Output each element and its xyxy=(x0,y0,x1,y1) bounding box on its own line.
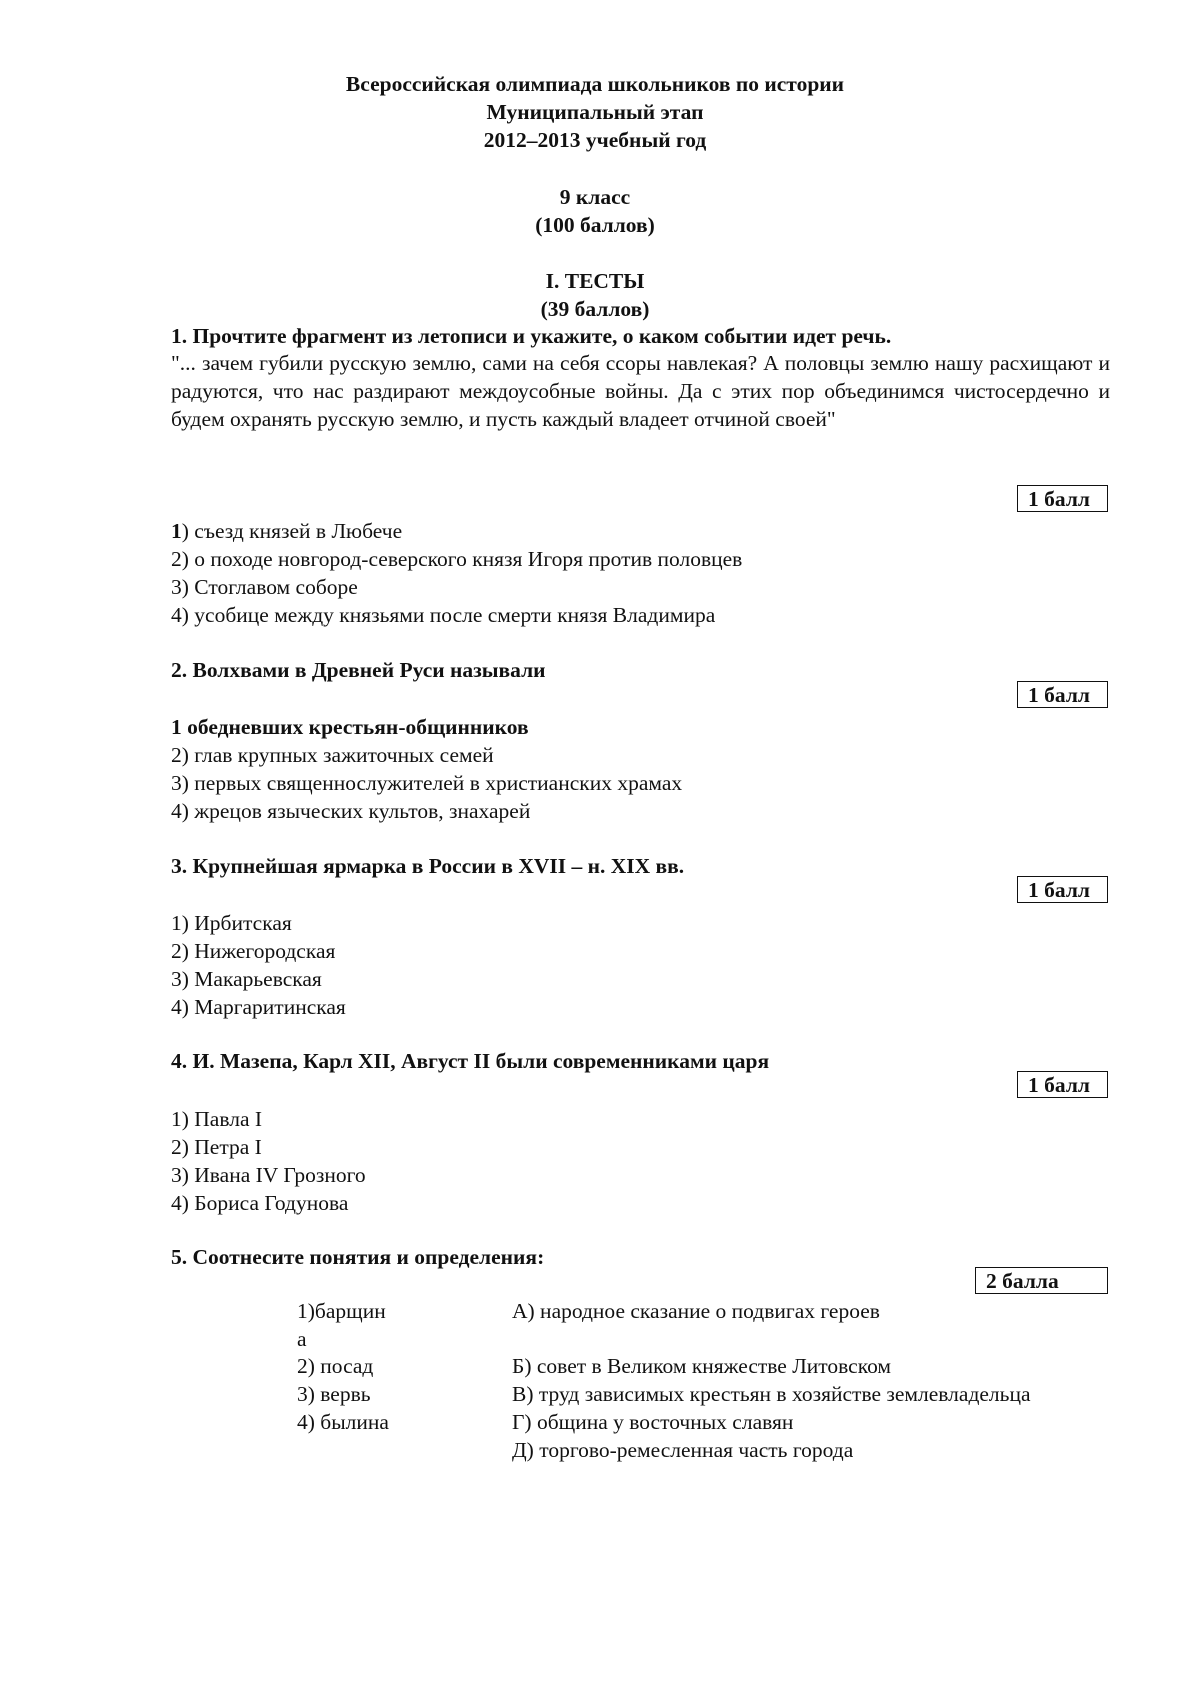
section-title: I. ТЕСТЫ xyxy=(545,269,645,293)
question-2-option-4: 4) жрецов языческих культов, знахарей xyxy=(171,799,531,823)
question-3-option-3: 3) Макарьевская xyxy=(171,967,322,991)
definitions-column xyxy=(512,1298,1031,1464)
term-item: а xyxy=(297,1326,307,1351)
term-item: 1)барщин xyxy=(297,1299,386,1323)
definition-item: Б) совет в Великом княжестве Литовском xyxy=(512,1354,892,1379)
question-3-score-box: 1 балл xyxy=(1017,876,1108,903)
question-1-quote: "... зачем губили русскую землю, сами на себя ссоры навлекая? А половцы землю нашу расхищают и радуются, что нас раздирают междоусобные войны. Да с этих пор объединимся чистосердечно и будем охранять русскую землю, и пусть каждый владеет отчиной своей" xyxy=(171,351,1110,431)
definition-item: Д) торгово-ремесленная часть города xyxy=(512,1437,854,1462)
total-points: (100 баллов) xyxy=(535,213,655,237)
academic-year: 2012–2013 учебный год xyxy=(483,128,707,152)
question-3-option-4: 4) Маргаритинская xyxy=(171,995,346,1019)
question-3-title: 3. Крупнейшая ярмарка в России в XVII – н. XIX вв. xyxy=(171,854,685,878)
term-item: 4) былина xyxy=(297,1409,389,1434)
question-4-title: 4. И. Мазепа, Карл XII, Август II были современниками царя xyxy=(171,1049,770,1073)
question-3-option-1: 1) Ирбитская xyxy=(171,911,292,935)
question-1-option-2: 2) о походе новгород-северского князя Игоря против половцев xyxy=(171,547,743,571)
stage-title: Муниципальный этап xyxy=(486,100,704,124)
question-4-option-3: 3) Ивана IV Грозного xyxy=(171,1163,366,1187)
question-2-option-2: 2) глав крупных зажиточных семей xyxy=(171,743,494,767)
question-1-option-3: 3) Стоглавом соборе xyxy=(171,575,358,599)
olympiad-title: Всероссийская олимпиада школьников по истории xyxy=(345,72,845,96)
question-2-score-box: 1 балл xyxy=(1017,681,1108,708)
question-1-option-1 xyxy=(171,517,402,545)
definition-item: В) труд зависимых крестьян в хозяйстве землевладельца xyxy=(512,1382,1031,1407)
question-4-score-box: 1 балл xyxy=(1017,1071,1108,1098)
question-4-option-4: 4) Бориса Годунова xyxy=(171,1191,349,1215)
question-4-option-2: 2) Петра I xyxy=(171,1135,262,1159)
option-number: 1 xyxy=(171,519,182,543)
question-1-score-box: 1 балл xyxy=(1017,485,1108,512)
term-item: 2) посад xyxy=(297,1354,374,1379)
terms-column xyxy=(297,1298,389,1437)
section-points: (39 баллов) xyxy=(540,297,650,321)
definition-item: Г) община у восточных славян xyxy=(512,1409,794,1434)
question-1-option-4: 4) усобице между князьями после смерти князя Владимира xyxy=(171,603,716,627)
question-4-option-1: 1) Павла I xyxy=(171,1107,263,1131)
question-3-option-2: 2) Нижегородская xyxy=(171,939,336,963)
grade-label: 9 класс xyxy=(559,185,631,209)
question-2-option-3: 3) первых священнослужителей в христианских храмах xyxy=(171,771,683,795)
question-5-title: 5. Соотнесите понятия и определения: xyxy=(171,1245,545,1269)
option-text: ) съезд князей в Любече xyxy=(181,519,403,543)
question-5-score-box: 2 балла xyxy=(975,1267,1108,1294)
question-1-title: 1. Прочтите фрагмент из летописи и укажите, о каком событии идет речь. xyxy=(171,324,892,348)
definition-item: А) народное сказание о подвигах героев xyxy=(512,1299,880,1323)
question-2-title: 2. Волхвами в Древней Руси называли xyxy=(171,658,546,682)
question-2-option-1: 1 обедневших крестьян-общинников xyxy=(171,715,529,739)
term-item: 3) вервь xyxy=(297,1382,371,1407)
definition-item xyxy=(512,1326,1031,1354)
